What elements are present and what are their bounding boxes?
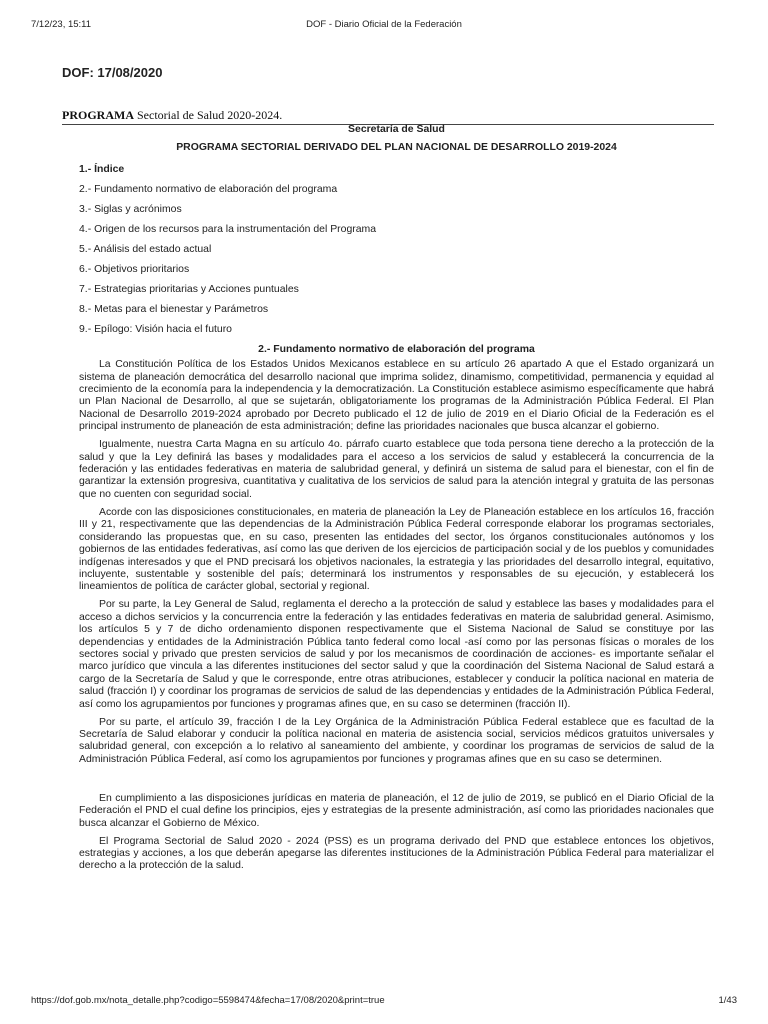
print-url: https://dof.gob.mx/nota_detalle.php?codigo=5598474&fecha=17/08/2020&print=true xyxy=(31,995,385,1006)
toc-item: 8.- Metas para el bienestar y Parámetros xyxy=(79,303,269,315)
paragraph: Por su parte, el artículo 39, fracción I de la Ley Orgánica de la Administración Pública Federal establece que es facultad de la Secretaría de Salud elaborar y conducir la política nacional en materia de asistencia social, servicios médicos gratuitos universales y salubridad general, con excepción a lo relativo al saneamiento del ambiente, y coordinar los programas de servicios de salud de la Administración Pública Federal, así como los agrupamientos por funciones y programas afines que en su caso se determinen. xyxy=(79,716,714,765)
paragraph: Acorde con las disposiciones constitucionales, en materia de planeación la Ley de Planeación establece en los artículos 16, fracción III y 21, respectivamente que las dependencias de la Administración Pública Federal corresponde elaborar los programas sectoriales, considerando las propuestas que, en su caso, presenten las entidades del sector, los órganos constitucionales autónomos y los gobiernos de las entidades federativas, así como las que deriven de los ejercicios de participación social y de los pueblos y comunidades indígenas interesados y que el PND precisará los objetivos nacionales, la estrategia y las prioridades del desarrollo integral, equitativo, incluyente, sustentable y sostenible del país; determinará los instrumentos y responsables de su ejecución, y establecerá los lineamientos de política de carácter global, sectorial y regional. xyxy=(79,506,714,593)
toc-item: 7.- Estrategias prioritarias y Acciones puntuales xyxy=(79,283,299,295)
section-title: 2.- Fundamento normativo de elaboración del programa xyxy=(258,343,535,355)
dof-date: DOF: 17/08/2020 xyxy=(62,65,163,80)
document-content xyxy=(79,124,714,878)
toc-item: 1.- Índice xyxy=(79,163,125,175)
document-subtitle: PROGRAMA SECTORIAL DERIVADO DEL PLAN NACIONAL DE DESARROLLO 2019-2024 xyxy=(176,142,617,154)
paragraph: En cumplimiento a las disposiciones jurídicas en materia de planeación, el 12 de julio de 2019, se publicó en el Diario Oficial de la Federación el PND el cual define los principios, ejes y estrategias de la presente administración, así como las prioridades nacionales que busca alcanzar el Gobierno de México. xyxy=(79,792,714,829)
program-title xyxy=(62,108,714,125)
toc-item: 6.- Objetivos prioritarios xyxy=(79,263,190,275)
toc-item: 5.- Análisis del estado actual xyxy=(79,243,212,255)
program-title-bold: PROGRAMA xyxy=(62,108,134,122)
print-header xyxy=(31,19,737,31)
agency-title: Secretaría de Salud xyxy=(348,124,445,135)
program-title-rest: Sectorial de Salud 2020-2024. xyxy=(134,108,283,122)
paragraph: Por su parte, la Ley General de Salud, reglamenta el derecho a la protección de salud y establece las bases y modalidades para el acceso a dichos servicios y la concurrencia entre la federación y las entidades federativas en materia de salubridad general. Asimismo, los artículos 5 y 7 de dicho ordenamiento disponen respectivamente que el Sistema Nacional de Salud se constituye por las dependencias y entidades de la Administración Pública tanto federal como local -así como por las personas físicas o morales de los sectores social y privado que presten servicios de salud y por los mecanismos de coordinación de acciones- es importante señalar el marco jurídico que vincula a las diferentes instituciones del sector salud y que la coordinación del Sistema Nacional de Salud estará a cargo de la Secretaría de Salud y que le corresponde, entre otras atribuciones, establecer y conducir la política nacional en materia de salud (fracción I) y coordinar los programas de servicios de salud de las dependencias y entidades de la Administración Pública Federal, así como los agrupamientos por funciones y programas afines que, en su caso se determinen (fracción II). xyxy=(79,599,714,710)
print-datetime: 7/12/23, 15:11 xyxy=(31,19,92,30)
paragraph: La Constitución Política de los Estados Unidos Mexicanos establece en su artículo 26 apartado A que el Estado organizará un sistema de planeación democrática del desarrollo nacional que imprima solidez, dinamismo, competitividad, permanencia y equidad al crecimiento de la economía para la independencia y la democratización. La Constitución establece asimismo específicamente que habrá un Plan Nacional de Desarrollo, al que se sujetarán, obligatoriamente los programas de la Administración Pública Federal. El Plan Nacional de Desarrollo 2019-2024 aprobado por Decreto publicado el 12 de julio de 2019 en el Diario Oficial de la Federación es el principal instrumento de planeación de esta administración; define las prioridades nacionales que busca alcanzar el gobierno. xyxy=(79,359,714,433)
paragraph-gap xyxy=(79,772,714,793)
toc-item: 2.- Fundamento normativo de elaboración del programa xyxy=(79,183,338,195)
page-number: 1/43 xyxy=(718,995,737,1006)
print-page-title: DOF - Diario Oficial de la Federación xyxy=(306,19,462,30)
table-of-contents xyxy=(79,164,714,336)
print-footer xyxy=(31,995,737,1007)
toc-item: 4.- Origen de los recursos para la instrumentación del Programa xyxy=(79,223,377,235)
toc-item: 3.- Siglas y acrónimos xyxy=(79,203,182,215)
toc-item: 9.- Epílogo: Visión hacia el futuro xyxy=(79,323,232,335)
paragraph: Igualmente, nuestra Carta Magna en su artículo 4o. párrafo cuarto establece que toda persona tiene derecho a la protección de la salud y que la Ley definirá las bases y modalidades para el acceso a los servicios de salud y establecerá la concurrencia de la federación y las entidades federativas en materia de salubridad general, y definirá un sistema de salud para el bienestar, con el fin de garantizar la extensión progresiva, cuantitativa y cualitativa de los servicios de salud para la atención integral y gratuita de las personas que no cuenten con seguridad social. xyxy=(79,439,714,500)
paragraph: El Programa Sectorial de Salud 2020 - 2024 (PSS) es un programa derivado del PND que establece entonces los objetivos, estrategias y acciones, a los que deberán apegarse las diferentes instituciones de la Administración Pública Federal para materializar el derecho a la protección de la salud. xyxy=(79,835,714,872)
